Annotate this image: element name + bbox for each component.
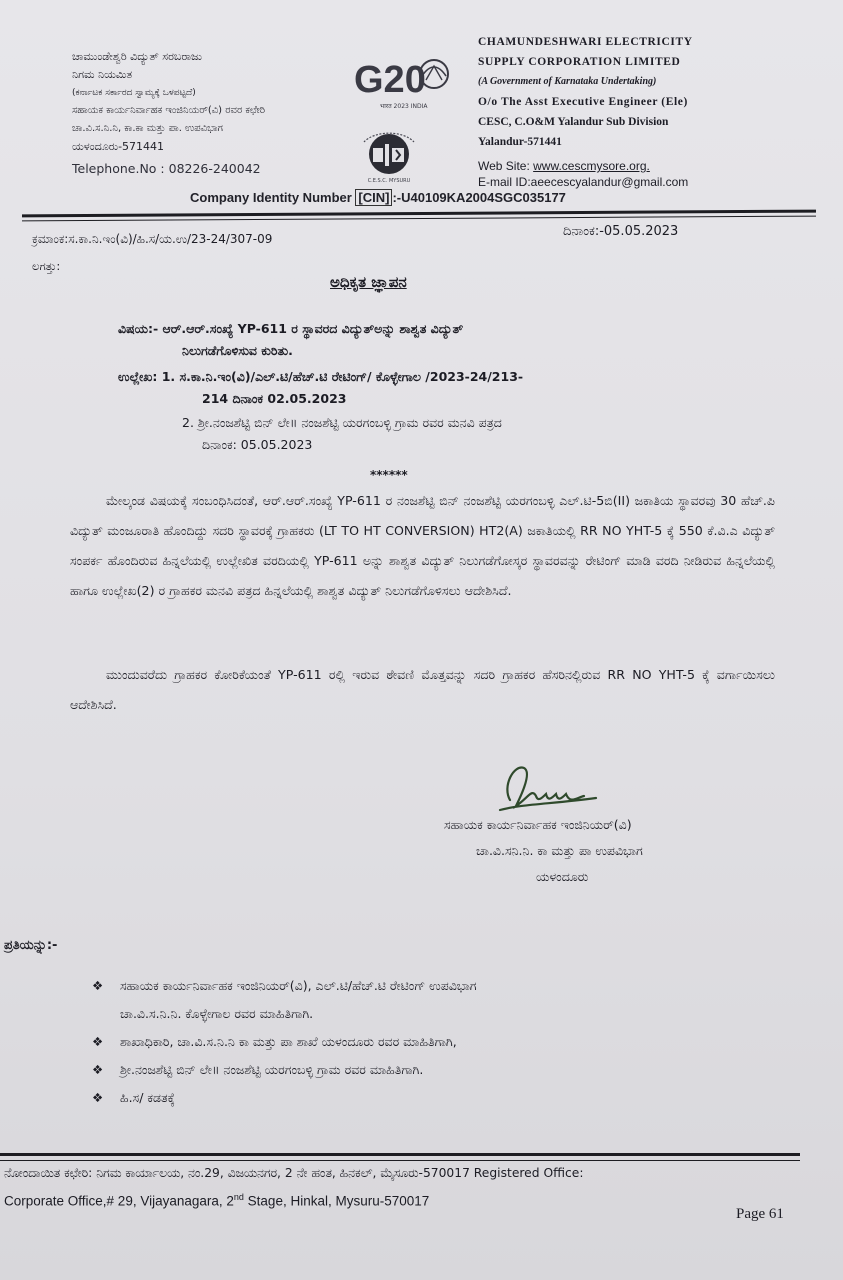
company-tagline: (A Government of Karnataka Undertaking) [478, 76, 657, 87]
g20-logo-sub: भारत 2023 INDIA [380, 103, 428, 110]
g20-logo [352, 54, 456, 112]
memo-title: ಅಧಿಕೃತ ಜ್ಞಾಪನ [330, 273, 407, 291]
office-line2: CESC, C.O&M Yalandur Sub Division [478, 116, 669, 128]
subject-line1: ವಿಷಯ:- ಆರ್.ಆರ್.ಸಂಖ್ಯೆ YP-611 ರ ಸ್ಥಾವರದ ವಿದ್ಯುತ್‌ಅನ್ನು ಶಾಶ್ವತ ವಿದ್ಯುತ್ [118, 321, 464, 336]
footer-rule-top [0, 1153, 800, 1156]
page-number: Page 61 [736, 1206, 784, 1222]
footer-address-part2: Stage, Hinkal, Mysuru-570017 [243, 1193, 430, 1209]
company-identity-number [190, 190, 566, 205]
header-left-line6: ಯಳಂದೂರು-571441 [72, 140, 165, 153]
office-line3: Yalandur-571441 [478, 136, 562, 148]
cin-label: Company Identity Number [190, 190, 356, 205]
footer-rule-bottom [0, 1160, 800, 1161]
signatory-designation: ಸಹಾಯಕ ಕಾರ್ಯನಿರ್ವಾಹಕ ಇಂಜಿನಿಯರ್(ವಿ) [444, 817, 632, 832]
body-paragraph-1: ಮೇಲ್ಕಂಡ ವಿಷಯಕ್ಕೆ ಸಂಬಂಧಿಸಿದಂತೆ, ಆರ್.ಆರ್.ಸಂಖ್ಯೆ YP-611 ರ ನಂಜಶೆಟ್ಟಿ ಬಿನ್ ನಂಜಶೆಟ್ಟಿ ಯರಗಂಬಳ್ಳಿ ಎಲ್.ಟಿ-5ಬಿ(II) ಜಕಾತಿಯ ಸ್ಥಾವರವು 30 ಹೆಚ್.ಪಿ ವಿದ್ಯುತ್ ಮಂಜೂರಾತಿ ಹೊಂದಿದ್ದು ಸದರಿ ಸ್ಥಾವರಕ್ಕೆ ಗ್ರಾಹಕರು (LT TO HT CONVERSION) HT2(A) ಜಕಾತಿಯಲ್ಲಿ RR NO YHT-5 ಕ್ಕೆ 550 ಕೆ.ವಿ.ಎ ವಿದ್ಯುತ್ ಸಂಪರ್ಕ ಹೊಂದಿರುವ ಹಿನ್ನಲೆಯಲ್ಲಿ ಉಲ್ಲೇಖಿತ ವರದಿಯಲ್ಲಿ YP-611 ಅನ್ನು ಶಾಶ್ವತ ವಿದ್ಯುತ್ ನಿಲುಗಡೆಗೋಸ್ಕರ ಸ್ಥಾವರವನ್ನು ರೇಟಿಂಗ್ ಮಾಡಿ ವರದಿ ನೀಡಿರುವ ಹಿನ್ನಲೆಯಲ್ಲಿ ಹಾಗೂ ಉಲ್ಲೇಖ(2) ರ ಗ್ರಾಹಕರ ಮನವಿ ಪತ್ರದ ಹಿನ್ನಲೆಯಲ್ಲಿ ಶಾಶ್ವತ ವಿದ್ಯುತ್ ನಿಲುಗಡೆಗೊಳಿಸಲು ಆದೇಶಿಸಿದೆ. [70, 493, 775, 598]
cin-code: [CIN] [355, 189, 392, 206]
header-left [72, 48, 265, 178]
signatory-block [444, 812, 643, 890]
bullet-icon: ❖ [92, 1090, 104, 1105]
company-name-line1: CHAMUNDESHWARI ELECTRICITY [478, 36, 693, 48]
footer-address-part1: Corporate Office,# 29, Vijayanagara, 2 [4, 1193, 234, 1209]
header-left-line2: ನಿಗಮ ನಿಯಮಿತ [72, 68, 133, 81]
copy-to-list [92, 972, 477, 1112]
cesc-logo [352, 124, 426, 184]
reference-1-line1: ಉಲ್ಲೇಖ: 1. ಸ.ಕಾ.ನಿ.ಇಂ(ವಿ)/ಎಲ್.ಟಿ/ಹೆಚ್.ಟಿ ರೇಟಿಂಗ್/ ಕೊಳ್ಳೇಗಾಲ /2023-24/213- [118, 369, 524, 384]
subject-line2: ನಿಲುಗಡೆಗೊಳಿಸುವ ಕುರಿತು. [182, 343, 293, 358]
header-left-line1: ಚಾಮುಂಡೇಶ್ವರಿ ವಿದ್ಯುತ್ ಸರಬರಾಜು [72, 50, 202, 63]
letter-date: ದಿನಾಂಕ:-05.05.2023 [563, 224, 679, 239]
g20-emblem-icon [352, 54, 456, 112]
footer-corporate-office [4, 1192, 429, 1209]
reference-1-line2: 214 ದಿನಾಂಕ 02.05.2023 [202, 391, 347, 406]
header-left-line5: ಚಾ.ವಿ.ಸ.ನಿ.ನಿ, ಕಾ.ಕಾ ಮತ್ತು ಪಾ. ಉಪವಿಭಾಗ [72, 123, 223, 134]
copy-item-line2: ಚಾ.ವಿ.ಸ.ನಿ.ನಿ. ಕೊಳ್ಳೇಗಾಲ ರವರ ಮಾಹಿತಿಗಾಗಿ. [120, 1006, 314, 1021]
website-link[interactable]: www.cescmysore.org. [533, 159, 650, 173]
cesc-emblem-icon [352, 124, 426, 184]
bullet-icon: ❖ [92, 978, 104, 993]
signatory-office: ಚಾ.ವಿ.ಸನಿ.ನಿ. ಕಾ ಮತ್ತು ಪಾ ಉಪವಿಭಾಗ [476, 843, 643, 858]
footer-address-sup: nd [233, 1192, 244, 1202]
subject [118, 316, 463, 364]
copy-item-line1: ಹಿ.ಸ/ ಕಡತಕ್ಕೆ [120, 1090, 175, 1105]
office-line1: O/o The Asst Executive Engineer (Ele) [478, 96, 688, 108]
website-label: Web Site: [478, 159, 534, 173]
reference-number: ಕ್ರಮಾಂಕ:ಸ.ಕಾ.ನಿ.ಇಂ(ವಿ)/ಹಿ.ಸ/ಯ.ಉ/23-24/307-09 [32, 232, 273, 246]
footer-registered-office: ನೋಂದಾಯಿತ ಕಛೇರಿ: ನಿಗಮ ಕಾರ್ಯಾಲಯ, ನಂ.29, ವಿಜಯನಗರ, 2 ನೇ ಹಂತ, ಹಿನಕಲ್, ಮೈಸೂರು-570017 Registered Office: [4, 1166, 584, 1180]
signatory-place: ಯಳಂದೂರು [536, 869, 589, 884]
header-left-line4: ಸಹಾಯಕ ಕಾರ್ಯನಿರ್ವಾಹಕ ಇಂಜಿನಿಯರ್(ವಿ) ರವರ ಕಛೇರಿ [72, 105, 266, 116]
copy-item-line1: ಸಹಾಯಕ ಕಾರ್ಯನಿರ್ವಾಹಕ ಇಂಜಿನಿಯರ್(ವಿ), ಎಲ್.ಟಿ/ಹೆಚ್.ಟಿ ರೇಟಿಂಗ್ ಉಪವಿಭಾಗ [120, 978, 477, 993]
separator-stars: ****** [370, 468, 408, 482]
copy-item-line1: ಶಾಖಾಧಿಕಾರಿ, ಚಾ.ವಿ.ಸ.ನಿ.ನಿ ಕಾ ಮತ್ತು ಪಾ ಶಾಖೆ ಯಳಂದೂರು ರವರ ಮಾಹಿತಿಗಾಗಿ, [120, 1034, 457, 1049]
email[interactable]: E-mail ID:aeecescyalandur@gmail.com [478, 175, 689, 189]
copy-item-line1: ಶ್ರೀ.ನಂಜಶೆಟ್ಟಿ ಬಿನ್ ಲೇ॥ ನಂಜಶೆಟ್ಟಿ ಯರಗಂಬಳ್ಳಿ ಗ್ರಾಮ ರವರ ಮಾಹಿತಿಗಾಗಿ. [120, 1062, 424, 1077]
header-left-line3: (ಕರ್ನಾಟಕ ಸರ್ಕಾರದ ಸ್ವಾಮ್ಯಕ್ಕೆ ಒಳಪಟ್ಟದೆ) [72, 88, 196, 98]
company-name-line2: SUPPLY CORPORATION LIMITED [478, 56, 681, 68]
bullet-icon: ❖ [92, 1062, 104, 1077]
copy-to-heading: ಪ್ರತಿಯನ್ನು:- [4, 938, 58, 953]
list-item [92, 1084, 477, 1112]
g20-logo-text: G20 [354, 59, 426, 101]
header-right [478, 32, 693, 192]
body-paragraph-2: ಮುಂದುವರೆದು ಗ್ರಾಹಕರ ಕೋರಿಕೆಯಂತೆ YP-611 ರಲ್ಲಿ ಇರುವ ಠೇವಣಿ ಮೊತ್ತವನ್ನು ಸದರಿ ಗ್ರಾಹಕರ ಹೆಸರಿನಲ್ಲಿರುವ RR NO YHT-5 ಕ್ಕೆ ವರ್ಗಾಯಿಸಲು ಆದೇಶಿಸಿದೆ. [70, 667, 775, 712]
list-item [92, 1028, 477, 1056]
cin-value: :-U40109KA2004SGC035177 [392, 190, 566, 205]
references [118, 366, 523, 456]
cesc-logo-sub: C.E.S.C. MYSURU [367, 178, 411, 184]
reference-2-line2: ದಿನಾಂಕ: 05.05.2023 [202, 437, 313, 452]
telephone: Telephone.No : 08226-240042 [72, 161, 261, 176]
reference-2-line1: 2. ಶ್ರೀ.ನಂಜಶೆಟ್ಟಿ ಬಿನ್ ಲೇ॥ ನಂಜಶೆಟ್ಟಿ ಯರಗಂಬಳ್ಳಿ ಗ್ರಾಮ ರವರ ಮನವಿ ಪತ್ರದ [182, 415, 502, 430]
bullet-icon: ❖ [92, 1034, 104, 1049]
list-item [92, 1056, 477, 1084]
enclosure-label: ಲಗತ್ತು: [32, 259, 61, 273]
list-item [92, 972, 477, 1028]
